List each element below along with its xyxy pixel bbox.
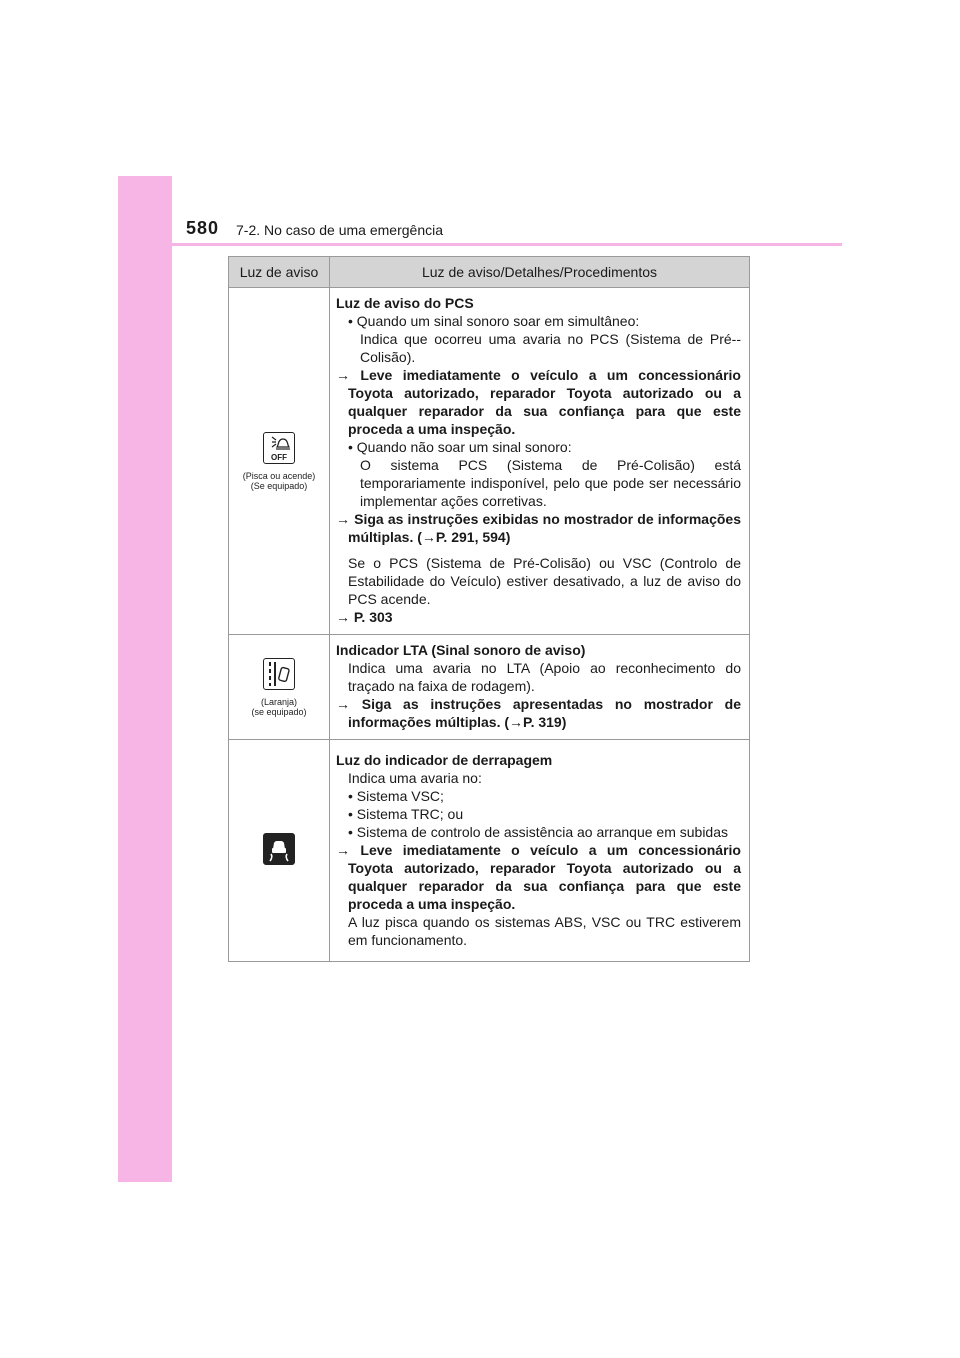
- table-row: [229, 740, 750, 962]
- action-text: → Leve imediatamente o veículo a um concessionário Toyota autorizado, reparador Toyota autorizado ou a qualquer reparador da sua confiança para que este proceda a uma inspeção.: [336, 841, 741, 912]
- bullet-text: O sistema PCS (Sistema de Pré-Colisão) está temporariamente indisponível, pelo que pode ser necessário implementar ações corretivas.: [360, 457, 741, 509]
- row-title: Luz do indicador de derrapagem: [336, 751, 553, 768]
- lta-indicator-icon: [263, 658, 295, 690]
- lamp-note: (se equipado): [251, 706, 307, 717]
- bullet: • Quando não soar um sinal sonoro:: [348, 439, 572, 455]
- header-rule: [118, 243, 842, 246]
- pcs-off-label: OFF: [271, 452, 287, 462]
- icon-cell: [229, 288, 330, 635]
- lamp-note: (Pisca ou acende): [242, 470, 316, 481]
- page-reference: → P. 303: [336, 609, 393, 625]
- details-cell: [330, 635, 750, 740]
- action-text: → Leve imediatamente o veículo a um concessionário Toyota autorizado, reparador Toyota autorizado ou a qualquer reparador da sua confiança para que este proceda a uma inspeção.: [336, 367, 741, 437]
- table-row: [229, 635, 750, 740]
- table-header-row: [229, 257, 750, 288]
- col-header-light: Luz de aviso: [229, 257, 330, 288]
- note-paragraph: Se o PCS (Sistema de Pré-Colisão) ou VSC (Controlo de Estabilidade do Veículo) estiver desativado, a luz de aviso do PCS acende.: [348, 555, 741, 607]
- icon-cell: [229, 740, 330, 962]
- lead-text: Indica uma avaria no:: [348, 769, 482, 786]
- details-cell: [330, 288, 750, 635]
- col-header-details: Luz de aviso/Detalhes/Procedimentos: [330, 257, 750, 288]
- description: Indica uma avaria no LTA (Apoio ao reconhecimento do traçado na faixa de rodagem).: [348, 660, 741, 694]
- page-number: 580: [186, 218, 220, 238]
- section-tab-sidebar: [118, 176, 172, 1182]
- footer-note: A luz pisca quando os sistemas ABS, VSC ou TRC estiverem em funcionamento.: [348, 913, 741, 948]
- warning-lights-table: [228, 256, 750, 962]
- pcs-off-warning-icon: [263, 432, 295, 464]
- bullet: • Quando um sinal sonoro soar em simultâneo:: [348, 313, 640, 329]
- bullet-text: Indica que ocorreu uma avaria no PCS (Sistema de Pré--Colisão).: [360, 331, 741, 365]
- action-text: → Siga as instruções apresentadas no mostrador de informações múltiplas. (→P. 319): [336, 696, 741, 730]
- lamp-note: (Laranja): [260, 696, 298, 707]
- slip-indicator-icon: [263, 833, 295, 865]
- list-item: • Sistema VSC;: [348, 787, 444, 804]
- action-text: → Siga as instruções exibidas no mostrador de informações múltiplas. (→P. 291, 594): [336, 511, 741, 545]
- lamp-note: (Se equipado): [250, 480, 308, 491]
- list-item: • Sistema de controlo de assistência ao arranque em subidas: [348, 823, 729, 840]
- table-row: [229, 288, 750, 635]
- row-title: Luz de aviso do PCS: [336, 295, 474, 311]
- row-title: Indicador LTA (Sinal sonoro de aviso): [336, 642, 586, 658]
- section-title: 7-2. No caso de uma emergência: [236, 222, 443, 238]
- list-item: • Sistema TRC; ou: [348, 805, 464, 822]
- details-cell: [330, 740, 750, 962]
- icon-cell: [229, 635, 330, 740]
